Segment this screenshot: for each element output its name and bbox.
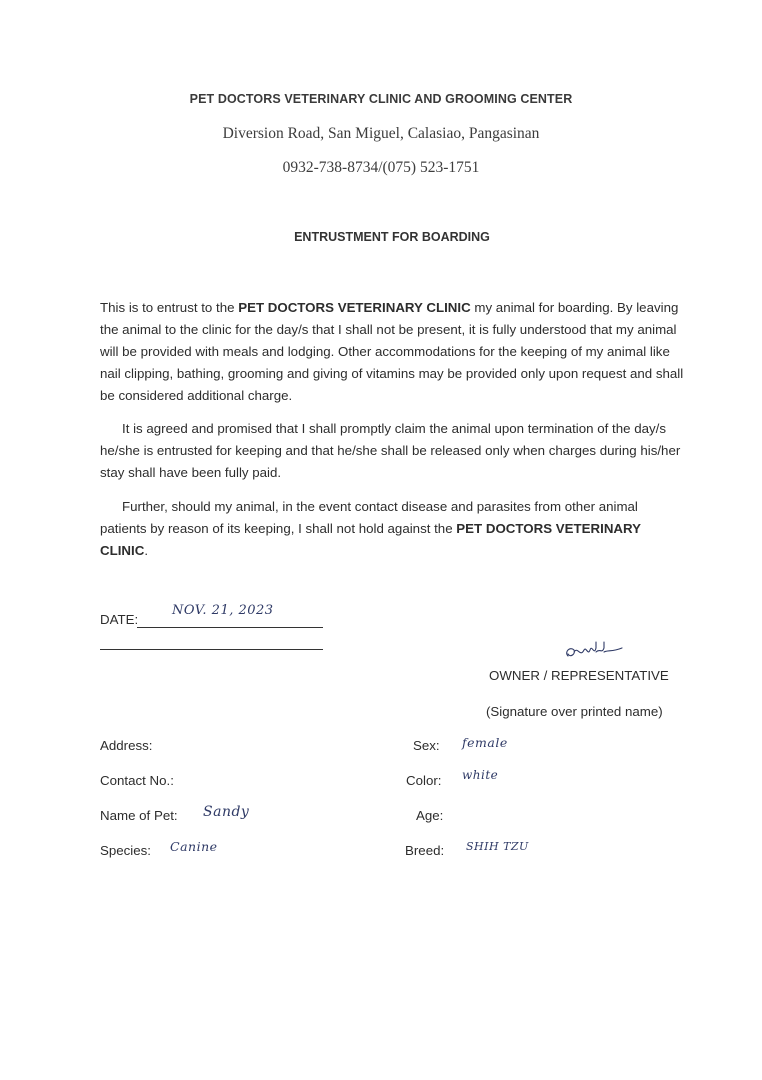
paragraph-text: This is to entrust to the xyxy=(100,300,239,315)
owner-signature-mark xyxy=(562,638,626,664)
address-label: Address: xyxy=(100,738,153,753)
sex-label: Sex: xyxy=(413,738,440,753)
color-label: Color: xyxy=(406,773,442,788)
sex-value[interactable]: female xyxy=(462,735,508,750)
paragraph-liability xyxy=(100,496,684,562)
paragraph-entrust xyxy=(100,297,684,407)
signature-caption: (Signature over printed name) xyxy=(486,704,663,719)
age-label: Age: xyxy=(416,808,444,823)
contact-label: Contact No.: xyxy=(100,773,174,788)
date-label: DATE: xyxy=(100,612,139,627)
date-line xyxy=(137,627,323,628)
clinic-phone: 0932-738-8734/(075) 523-1751 xyxy=(282,159,480,176)
breed-label: Breed: xyxy=(405,843,445,858)
paragraph-text: . xyxy=(144,542,149,558)
clinic-address: Diversion Road, San Miguel, Calasiao, Pangasinan xyxy=(222,125,540,142)
species-value[interactable]: Canine xyxy=(170,839,218,854)
pet-name-label: Name of Pet: xyxy=(100,808,178,823)
species-label: Species: xyxy=(100,843,151,858)
printed-name-line xyxy=(100,649,323,650)
paragraph-text: Further, should my animal, in the event contact disease and parasites from other animal patients by reason of its keeping, I shall not hold against the xyxy=(100,499,638,536)
clinic-name-bold: PET DOCTORS VETERINARY CLINIC xyxy=(100,520,641,558)
paragraph-text: It is agreed and promised that I shall promptly claim the animal upon termination of the day/s he/she is entrusted for keeping and that he/she shall be released only when charges during his/her stay shall have been fully paid. xyxy=(100,421,681,480)
paragraph-text: my animal for boarding. By leaving the animal to the clinic for the day/s that I shall not be present, it is fully understood that my animal will be provided with meals and lodging. Other accommodations for the keeping of my animal like nail clipping, bathing, grooming and giving of vitamins may be provided only upon request and shall be considered additional charge. xyxy=(100,300,684,403)
color-value[interactable]: white xyxy=(462,768,499,782)
owner-representative-label: OWNER / REPRESENTATIVE xyxy=(489,668,669,683)
paragraph-agreement xyxy=(100,418,684,484)
clinic-name: PET DOCTORS VETERINARY CLINIC AND GROOMING CENTER xyxy=(189,92,573,106)
pet-name-value[interactable]: Sandy xyxy=(203,804,250,820)
clinic-name-bold: PET DOCTORS VETERINARY CLINIC xyxy=(238,300,471,315)
document-title: ENTRUSTMENT FOR BOARDING xyxy=(294,230,490,244)
breed-value[interactable]: SHIH TZU xyxy=(466,840,529,853)
date-value[interactable]: NOV. 21, 2023 xyxy=(172,603,274,618)
